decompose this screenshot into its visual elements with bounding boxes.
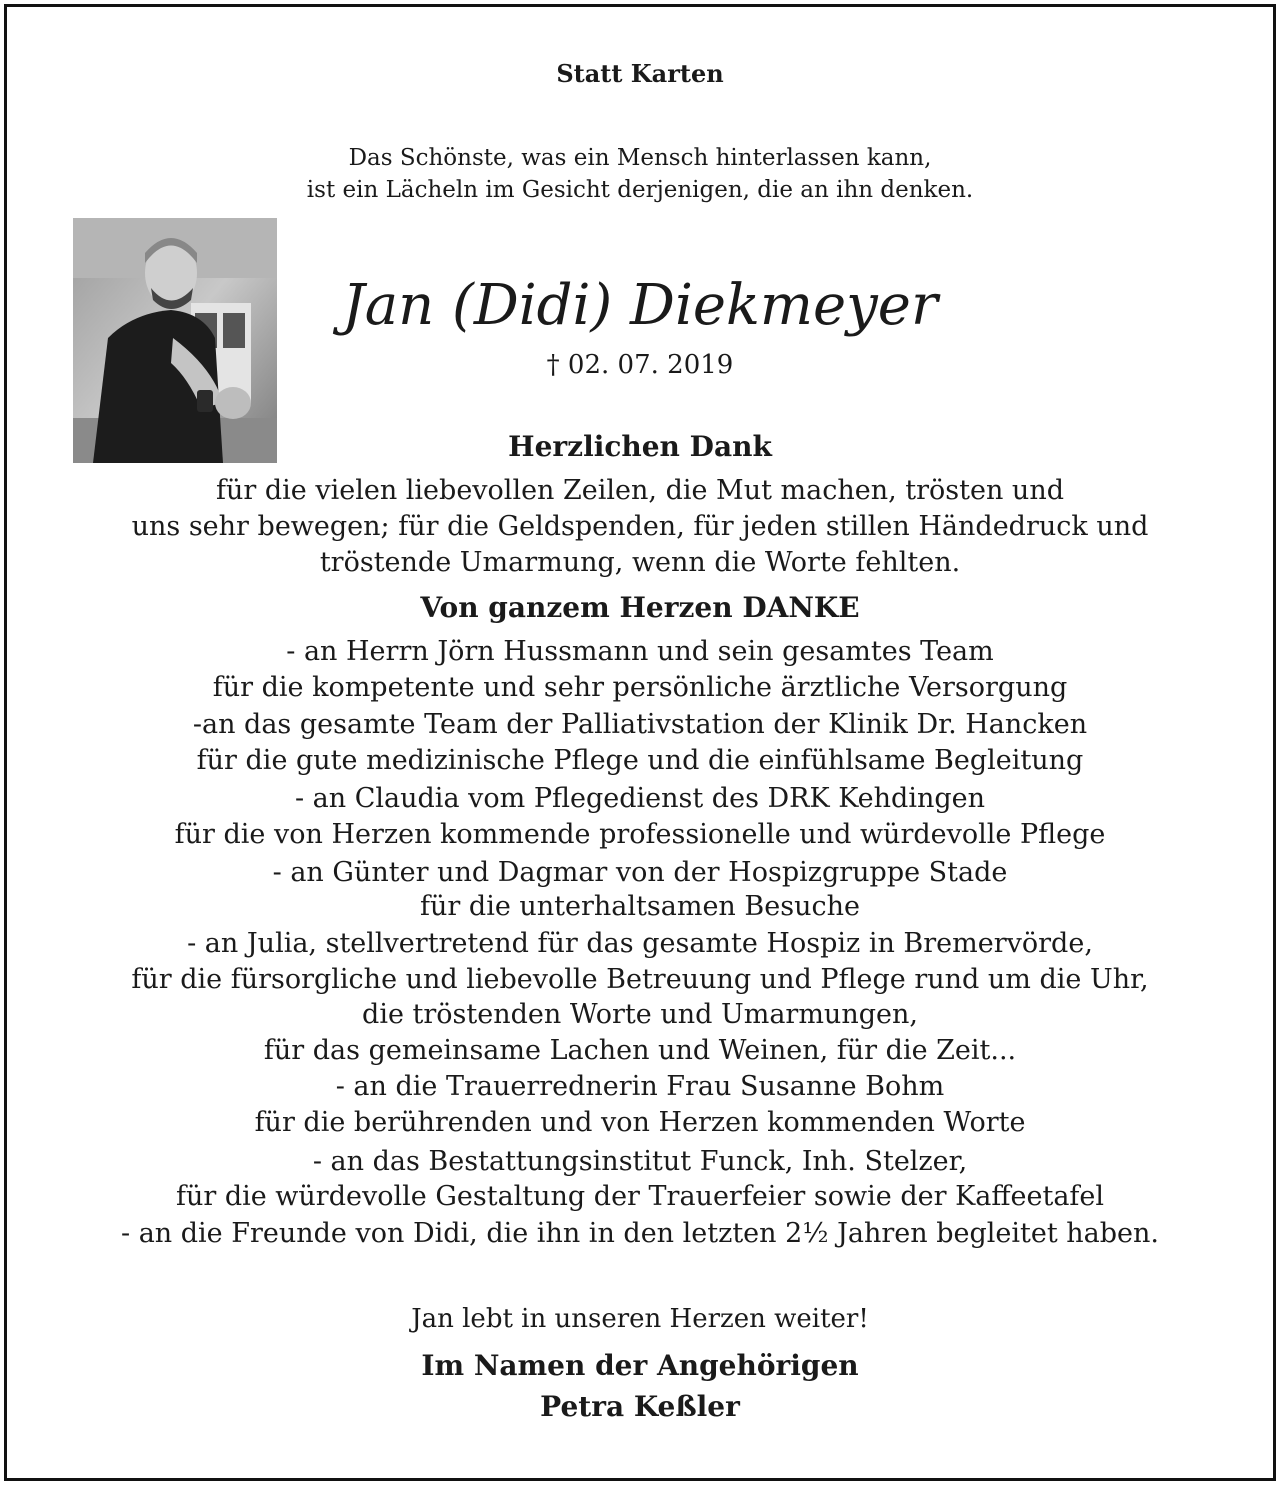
danke-line: - an Claudia vom Pflegedienst des DRK Kehdingen bbox=[294, 783, 986, 814]
quote-line-2: ist ein Lächeln im Gesicht derjenigen, die an ihn denken. bbox=[306, 177, 974, 203]
danke-line: - an das Bestattungsinstitut Funck, Inh. Stelzer, bbox=[312, 1146, 968, 1177]
date-of-death: † 02. 07. 2019 bbox=[546, 350, 734, 380]
danke-line: für die würdevolle Gestaltung der Trauerfeier sowie der Kaffeetafel bbox=[175, 1181, 1105, 1212]
danke-line: - an die Trauerrednerin Frau Susanne Bohm bbox=[335, 1071, 945, 1102]
danke-line: -an das gesamte Team der Palliativstation der Klinik Dr. Hancken bbox=[192, 709, 1088, 740]
thanks-heading: Herzlichen Dank bbox=[508, 430, 772, 463]
danke-line: für die kompetente und sehr persönliche ärztliche Versorgung bbox=[212, 672, 1068, 703]
portrait-photo bbox=[73, 218, 277, 463]
thanks-line: tröstende Umarmung, wenn die Worte fehlten. bbox=[319, 547, 961, 578]
danke-line: für die gute medizinische Pflege und die einfühlsame Begleitung bbox=[196, 745, 1084, 776]
danke-line: die tröstenden Worte und Umarmungen, bbox=[362, 999, 918, 1030]
danke-line: für die unterhaltsamen Besuche bbox=[420, 891, 860, 922]
danke-line: für die berührenden und von Herzen kommenden Worte bbox=[254, 1107, 1026, 1138]
signature-name: Petra Keßler bbox=[540, 1390, 740, 1423]
danke-line: - an Herrn Jörn Hussmann und sein gesamtes Team bbox=[286, 636, 994, 667]
danke-line: - an die Freunde von Didi, die ihn in den letzten 2½ Jahren begleitet haben. bbox=[120, 1218, 1160, 1249]
danke-heading: Von ganzem Herzen DANKE bbox=[420, 591, 860, 624]
quote-line-1: Das Schönste, was ein Mensch hinterlassen kann, bbox=[348, 145, 932, 171]
closing-line: Jan lebt in unseren Herzen weiter! bbox=[411, 1304, 869, 1334]
deceased-name: Jan (Didi) Diekmeyer bbox=[342, 273, 938, 338]
danke-line: für die von Herzen kommende professionelle und würdevolle Pflege bbox=[174, 819, 1106, 850]
danke-line: - an Günter und Dagmar von der Hospizgruppe Stade bbox=[272, 857, 1008, 888]
thanks-line: für die vielen liebevollen Zeilen, die Mut machen, trösten und bbox=[215, 475, 1064, 506]
danke-line: für das gemeinsame Lachen und Weinen, für die Zeit... bbox=[263, 1035, 1017, 1066]
signature-line-1: Im Namen der Angehörigen bbox=[421, 1349, 859, 1382]
danke-line: - an Julia, stellvertretend für das gesamte Hospiz in Bremervörde, bbox=[187, 928, 1093, 959]
thanks-line: uns sehr bewegen; für die Geldspenden, für jeden stillen Händedruck und bbox=[131, 511, 1149, 542]
header-title: Statt Karten bbox=[556, 59, 724, 88]
danke-line: für die fürsorgliche und liebevolle Betreuung und Pflege rund um die Uhr, bbox=[131, 964, 1149, 995]
